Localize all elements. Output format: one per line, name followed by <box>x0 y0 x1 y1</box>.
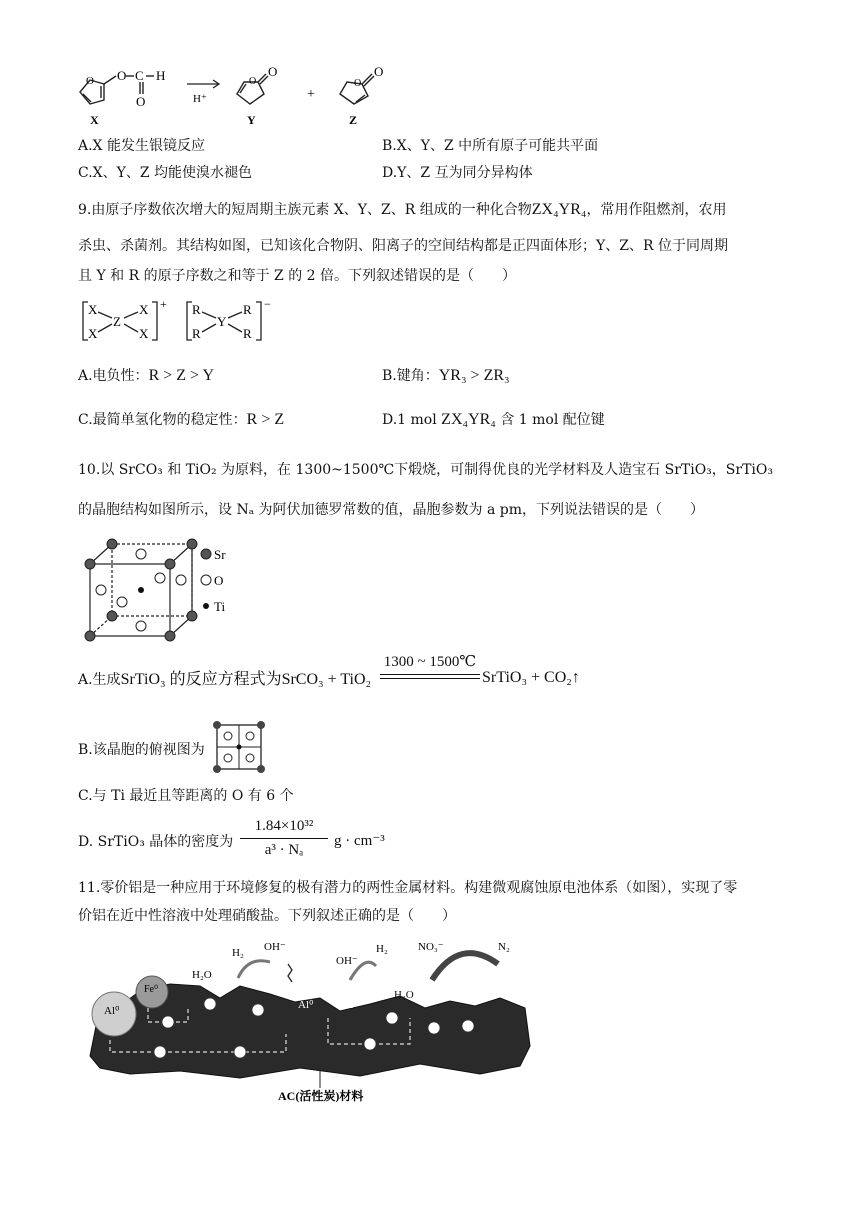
oh-label-1: OH⁻ <box>264 941 286 953</box>
o-atom <box>96 585 106 595</box>
sr-atom <box>165 631 175 641</box>
q10-top-view-diagram <box>212 720 266 774</box>
oh-wavy-arrow <box>288 964 292 982</box>
q9-c-prefix: C.最简单氢化物的稳定性： <box>78 412 247 428</box>
legend-sr-label: Sr <box>214 547 226 562</box>
q10-a-prefix: A.生成 <box>78 672 121 688</box>
q10-a-condition: 1300 ~ 1500℃ <box>383 654 477 670</box>
electron-dot <box>428 1022 440 1034</box>
cation-charge: + <box>160 298 167 311</box>
q9-option-b <box>382 366 510 386</box>
electron-dot <box>234 1046 246 1058</box>
electron-dot <box>154 1046 166 1058</box>
q11-stem-line1: 11.零价铝是一种应用于环境修复的极有潜力的两性金属材料。构建微观腐蚀原电池体系（如图），实现了零 <box>78 880 738 896</box>
ti-atom <box>138 587 144 593</box>
carbonyl-o: O <box>136 94 146 109</box>
q10-option-d-prefix: D. SrTiO₃ 晶体的密度为 <box>78 834 234 850</box>
sr-atom <box>107 539 117 549</box>
sr-atom <box>165 559 175 569</box>
electron-dot <box>386 1012 398 1024</box>
r-atom-3: R <box>243 302 252 317</box>
q8-option-c: C.X、Y、Z 均能使溴水褪色 <box>78 165 253 181</box>
label-y: Y <box>247 113 256 127</box>
sr-atom <box>187 539 197 549</box>
electron-dot <box>162 1016 174 1028</box>
q8-option-b: B.X、Y、Z 中所有原子可能共平面 <box>382 138 599 154</box>
q10-a-products: SrTiO₃ + CO₂↑ <box>482 669 580 686</box>
legend-o-label: O <box>214 573 224 588</box>
r-atom-2: R <box>192 326 201 341</box>
legend-ti-marker <box>203 603 209 609</box>
sr-atom <box>85 559 95 569</box>
electron-dot <box>462 1020 474 1032</box>
fe0-label: Fe⁰ <box>144 984 159 995</box>
nitrate-to-n2-arrow <box>432 953 498 980</box>
x-atom-2: X <box>88 326 98 341</box>
sr-atom <box>85 631 95 641</box>
y-ring-o: O <box>249 76 257 87</box>
q10-a-equal-line-top <box>380 674 480 675</box>
x-atom-1: X <box>88 302 98 317</box>
q9-b-expr: YR₃ > ZR₃ <box>438 367 510 384</box>
h2o-label-1: H₂O <box>192 969 212 981</box>
sr-atom <box>107 611 117 621</box>
electron-dot <box>252 1004 264 1016</box>
q10-a-mid: SrTiO₃ 的反应方程式为SrCO₃ + TiO₂ <box>120 671 372 688</box>
q10-a-equal-line-bottom <box>380 678 480 679</box>
q9-stem-line2: 杀虫、杀菌剂。其结构如图，已知该化合物阴、阳离子的空间结构都是正四面体形；Y、Z、R 位于同周期 <box>78 238 728 254</box>
electron-dot <box>204 998 216 1010</box>
q9-b-prefix: B.键角： <box>382 368 439 384</box>
al0-label-1: Al⁰ <box>104 1005 120 1017</box>
electron-dot <box>364 1038 376 1050</box>
x-atom-4: X <box>139 326 149 341</box>
q10-option-c: C.与 Ti 最近且等距离的 O 有 6 个 <box>78 788 294 804</box>
o-atom <box>136 549 146 559</box>
h2-label-1: H₂ <box>232 947 244 959</box>
q9-stem-text-a: 9.由原子序数依次增大的短周期主族元素 X、Y、Z、R 组成的一种化合物 <box>78 202 532 218</box>
q9-option-c <box>78 410 284 430</box>
q9-stem-text-b: ，常用作阻燃剂，农用 <box>586 202 727 218</box>
q10-d-numerator: 1.84×10³² <box>254 818 314 834</box>
q10-stem-line2: 的晶胞结构如图所示，设 Nₐ 为阿伏加德罗常数的值，晶胞参数为 a pm，下列说法错误的是（ ） <box>78 502 705 518</box>
q9-stem-line3: 且 Y 和 R 的原子序数之和等于 Z 的 2 倍。下列叙述错误的是（ ） <box>78 268 517 284</box>
legend-o-marker <box>201 575 211 585</box>
o-atom <box>117 597 127 607</box>
q10-option-a <box>78 670 371 690</box>
q8-option-d: D.Y、Z 互为同分异构体 <box>382 165 533 181</box>
q11-corrosion-cell-diagram <box>80 936 540 1106</box>
q10-d-denominator: a³ · Nₐ <box>264 842 304 858</box>
q10-unit-cell-diagram <box>80 538 240 644</box>
o-atom <box>155 573 165 583</box>
al0-label-3: Al⁰ <box>342 999 358 1011</box>
o-atom <box>136 621 146 631</box>
q8-option-a: A.X 能发生银镜反应 <box>78 138 205 154</box>
x-atom-3: X <box>139 302 149 317</box>
q10-option-b: B.该晶胞的俯视图为 <box>78 742 205 758</box>
hydrogen-h: H <box>156 68 166 83</box>
label-z: Z <box>349 113 358 127</box>
q8-reaction-scheme <box>72 62 402 132</box>
nitrate-label: NO₃⁻ <box>418 941 444 953</box>
catalyst-h-plus: H⁺ <box>193 93 207 105</box>
q9-stem-line1 <box>78 200 726 220</box>
q9-option-d <box>382 410 605 430</box>
reaction-arrow <box>187 80 219 88</box>
q10-d-fraction-bar <box>240 838 328 839</box>
q10-d-unit: g · cm⁻³ <box>334 833 385 849</box>
h2-arrow <box>238 961 270 978</box>
z-center-atom: Z <box>113 314 121 329</box>
q9-d-suffix: 含 1 mol 配位键 <box>495 412 605 428</box>
legend-sr-marker <box>201 549 211 559</box>
h2-label-2: H₂ <box>376 943 388 955</box>
r-atom-1: R <box>192 302 201 317</box>
y-carbonyl-o: O <box>268 64 278 79</box>
q11-stem-line2: 价铝在近中性溶液中处理硝酸盐。下列叙述正确的是（ ） <box>78 908 456 924</box>
carbon-c: C <box>135 68 144 83</box>
al0-label-2: Al⁰ <box>298 999 314 1011</box>
ester-o: O <box>117 68 127 83</box>
q9-stem-formula: ZX₄YR₄ <box>531 201 587 218</box>
o-atom <box>176 575 186 585</box>
oh-label-2: OH⁻ <box>336 955 358 967</box>
z-carbonyl-o: O <box>374 64 384 79</box>
q9-c-expr: R > Z <box>246 411 285 428</box>
q9-structure-diagram <box>80 298 280 344</box>
label-x: X <box>90 113 99 127</box>
z-ring-o: O <box>354 78 362 89</box>
legend-ti-label: Ti <box>214 599 226 614</box>
furan-o-atom: O <box>86 75 94 87</box>
plus-sign: + <box>307 87 315 102</box>
q10-stem-line1: 10.以 SrCO₃ 和 TiO₂ 为原料，在 1300~1500℃下煅烧，可制得优良的光学材料及人造宝石 SrTiO₃，SrTiO₃ <box>78 462 773 478</box>
anion-charge: − <box>264 298 271 311</box>
h2o-label-2: H₂O <box>394 989 414 1001</box>
r-atom-4: R <box>243 326 252 341</box>
q9-d-prefix: D.1 mol <box>382 412 442 428</box>
sr-atom <box>187 611 197 621</box>
q9-option-a <box>78 366 214 386</box>
q9-a-expr: R > Z > Y <box>148 367 215 384</box>
q9-a-prefix: A.电负性： <box>78 368 149 384</box>
ac-material-caption: AC(活性炭)材料 <box>278 1089 364 1103</box>
y-center-atom: Y <box>217 314 227 329</box>
q9-d-formula: ZX₄YR₄ <box>441 411 496 428</box>
n2-label: N₂ <box>498 941 510 953</box>
